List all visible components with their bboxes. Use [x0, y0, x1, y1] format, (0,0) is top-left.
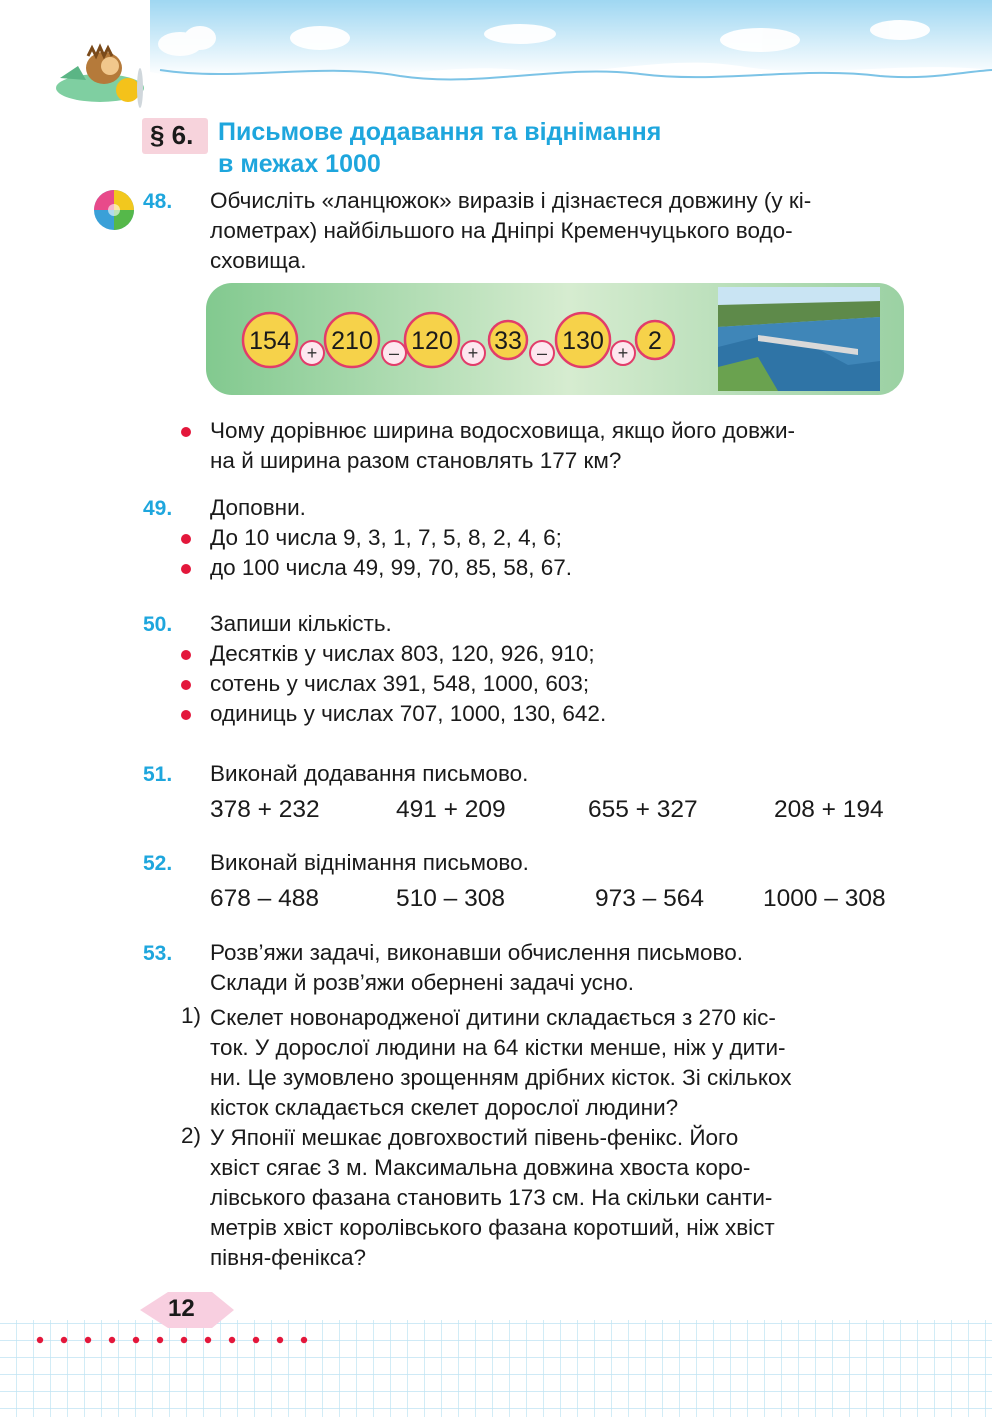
exercise-50-item: сотень у числах 391, 548, 1000, 603;	[210, 671, 590, 696]
task-2-line: У Японії мешкає довгохвостий півень-фенікс. Його	[210, 1125, 739, 1150]
expression: 1000 – 308	[763, 885, 886, 912]
number-label: 210	[331, 327, 373, 355]
exercise-48-line1: Обчисліть «ланцюжок» виразів і дізнаєтеся довжину (у кі-	[210, 188, 812, 213]
task-1-label: 1)	[181, 1003, 202, 1028]
exercise-49-text: Доповни.	[210, 495, 306, 520]
task-2-line: півня-фенікса?	[210, 1245, 367, 1270]
bullet	[181, 427, 191, 437]
exercise-52-text: Виконай віднімання письмово.	[210, 850, 529, 875]
exercise-50-number: 50.	[143, 613, 173, 636]
exercise-48-line3: сховища.	[210, 248, 307, 273]
operator-label: –	[388, 343, 400, 363]
task-2-line: метрів хвіст королівського фазана коротший, ніж хвіст	[210, 1215, 775, 1240]
bullet	[181, 710, 191, 720]
task-1-line: кісток складається скелет дорослої людини?	[210, 1095, 679, 1120]
exercise-51-number: 51.	[143, 763, 173, 786]
expression: 678 – 488	[210, 885, 319, 912]
section-title	[218, 116, 661, 180]
operator-label: +	[467, 343, 479, 363]
expression: 491 + 209	[396, 796, 506, 823]
expression: 208 + 194	[774, 796, 884, 823]
bullet	[181, 534, 191, 544]
exercise-48-question-line2: на й ширина разом становлять 177 км?	[210, 448, 622, 473]
task-1-line: ток. У дорослої людини на 64 кістки менше, ніж у дити-	[210, 1035, 786, 1060]
bottom-grid	[0, 1290, 992, 1417]
page-number: 12	[168, 1295, 195, 1322]
number-label: 154	[249, 327, 291, 355]
exercise-53-line2: Склади й розв’яжи обернені задачі усно.	[210, 970, 635, 995]
section-number: § 6.	[150, 120, 194, 150]
number-label: 33	[494, 327, 522, 355]
number-label: 120	[411, 327, 453, 355]
number-label: 130	[562, 327, 604, 355]
exercise-53-text	[210, 938, 908, 998]
task-1-line: ни. Це зумовлено зрощенням дрібних кісток. Зі скількох	[210, 1065, 792, 1090]
puzzle-globe-icon	[92, 188, 138, 232]
exercise-52-number: 52.	[143, 852, 173, 875]
expression: 655 + 327	[588, 796, 698, 823]
task-2-text	[210, 1123, 908, 1273]
task-1-text	[210, 1003, 908, 1123]
expression: 510 – 308	[396, 885, 505, 912]
exercise-50-text: Запиши кількість.	[210, 611, 392, 636]
bullet	[181, 650, 191, 660]
expression-chain	[206, 283, 726, 395]
task-2-label: 2)	[181, 1123, 202, 1148]
section-title-line1: Письмове додавання та віднімання	[218, 118, 662, 146]
expression: 973 – 564	[595, 885, 704, 912]
exercise-53-number: 53.	[143, 942, 173, 965]
task-1-line: Скелет новонародженої дитини складається з 270 кіс-	[210, 1005, 776, 1030]
exercise-49-number: 49.	[143, 497, 173, 520]
expression: 378 + 232	[210, 796, 320, 823]
exercise-53-line1: Розв’яжи задачі, виконавши обчислення письмово.	[210, 940, 743, 965]
section-title-line2: в межах 1000	[218, 150, 381, 178]
operator-label: –	[536, 343, 548, 363]
header-sky	[0, 0, 992, 120]
exercise-48-number: 48.	[143, 190, 173, 213]
exercise-48-line2: лометрах) найбільшого на Дніпрі Кременчуцького водо-	[210, 218, 793, 243]
exercise-49-item: до 100 числа 49, 99, 70, 85, 58, 67.	[210, 555, 573, 580]
number-label: 2	[648, 327, 662, 355]
exercise-48-question-line1: Чому дорівнює ширина водосховища, якщо його довжи-	[210, 418, 795, 443]
exercise-50-item: Десятків у числах 803, 120, 926, 910;	[210, 641, 595, 666]
bullet	[181, 564, 191, 574]
task-2-line: хвіст сягає 3 м. Максимальна довжина хвоста коро-	[210, 1155, 751, 1180]
operator-label: +	[306, 343, 318, 363]
bullet	[181, 680, 191, 690]
exercise-51-text: Виконай додавання письмово.	[210, 761, 529, 786]
exercise-49-item: До 10 числа 9, 3, 1, 7, 5, 8, 2, 4, 6;	[210, 525, 562, 550]
dam-photo	[718, 287, 880, 391]
exercise-48-question	[210, 416, 908, 476]
operator-label: +	[617, 343, 629, 363]
exercise-50-item: одиниць у числах 707, 1000, 130, 642.	[210, 701, 607, 726]
exercise-48-text	[210, 186, 908, 276]
task-2-line: лівського фазана становить 173 см. На скільки санти-	[210, 1185, 773, 1210]
airplane-hedgehog-icon	[56, 47, 144, 108]
